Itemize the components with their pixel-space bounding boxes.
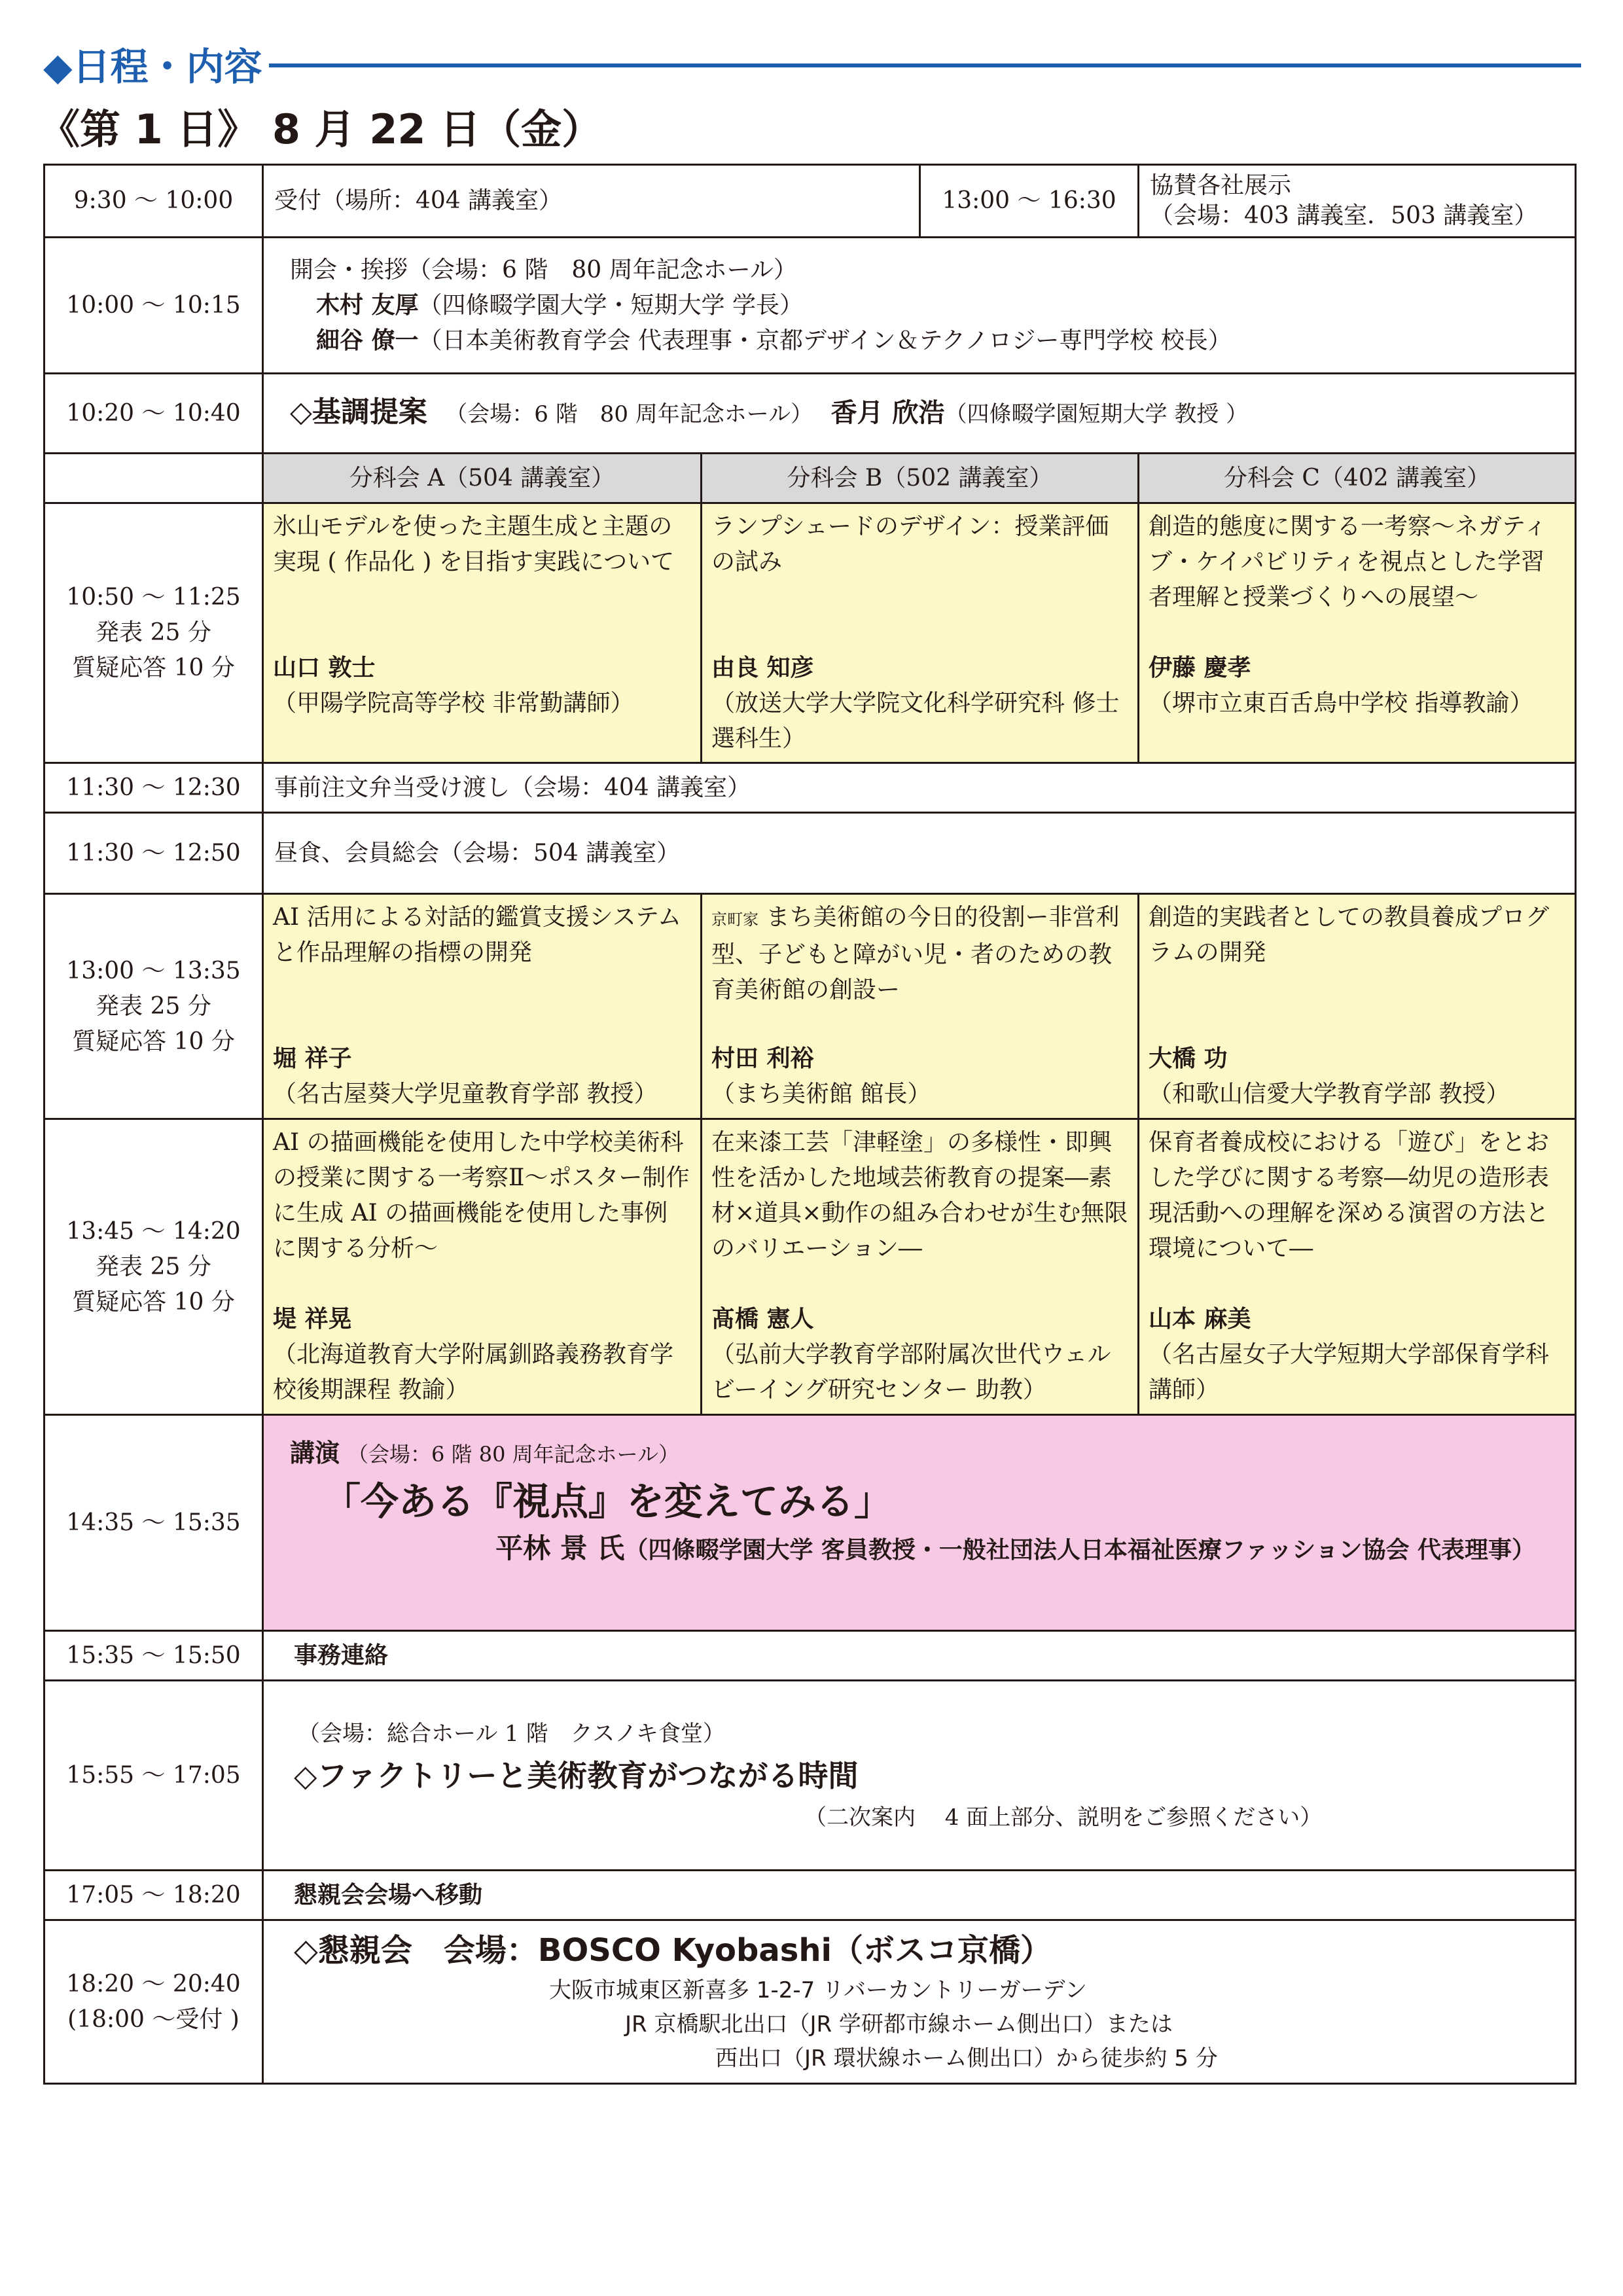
party-cell: [263, 1920, 1576, 2084]
presentation-c: [1139, 1119, 1576, 1415]
lecture-speaker-line: [290, 1531, 1548, 1568]
factory-note: （二次案内 4 面上部分、説明をご参照ください）: [804, 1804, 1323, 1831]
row-reception: [45, 165, 1576, 238]
row-section-headers: [45, 454, 1576, 503]
time-cell: 17:05 ～ 18:20: [45, 1871, 263, 1920]
schedule-table: [43, 164, 1577, 2085]
session-qa: 質疑応答 10 分: [72, 1028, 235, 1055]
row-session-2: [45, 894, 1576, 1119]
lecture-title: 「今ある『視点』を変えてみる」: [323, 1479, 893, 1524]
row-keynote: [45, 374, 1576, 454]
session-time: 10:50 ～ 11:25: [66, 584, 241, 611]
factory-venue: （会場：総合ホール 1 階 クスノキ食堂）: [298, 1720, 725, 1747]
empty-cell: [45, 454, 263, 503]
row-factory: [45, 1681, 1576, 1871]
time-cell: 9:30 ～ 10:00: [45, 165, 263, 238]
admin-cell: 事務連絡: [263, 1631, 1576, 1681]
presentation-b: [702, 503, 1139, 763]
opening-cell: [263, 238, 1576, 374]
session-qa: 質疑応答 10 分: [72, 655, 235, 681]
presenter-affiliation: （北海道教育大学附属釧路義務教育学校後期課程 教諭）: [273, 1341, 674, 1403]
exhibit-title: 協賛各社展示: [1150, 172, 1292, 199]
party-title: ◇懇親会 会場：BOSCO Kyobashi（ボスコ京橋）: [294, 1932, 1052, 1969]
time-cell: 10:20 ～ 10:40: [45, 374, 263, 454]
presentation-title: 保育者養成校における「遊び」をとおした学びに関する考察―幼児の造形表現活動への理解を深める演習の方法と環境について―: [1149, 1129, 1550, 1262]
presenter-name: 山口 敦士: [273, 655, 376, 681]
section-heading-label: ◆日程・内容: [43, 45, 262, 89]
presenter-name: 村田 利裕: [711, 1045, 814, 1072]
presentation-c: [1139, 894, 1576, 1119]
row-move: [45, 1871, 1576, 1920]
keynote-venue: （会場：6 階 80 周年記念ホール）: [445, 401, 813, 427]
row-opening: [45, 238, 1576, 374]
keynote-title: ◇基調提案: [290, 395, 427, 429]
section-a-header: 分科会 A（504 講義室）: [263, 454, 702, 503]
session-presentation: 発表 25 分: [96, 1253, 211, 1280]
bento-cell: 事前注文弁当受け渡し（会場：404 講義室）: [263, 763, 1576, 813]
presenter-name: 山本 麻美: [1149, 1306, 1251, 1333]
keynote-cell: [263, 374, 1576, 454]
party-reception: (18:00 ～受付 ): [67, 2005, 240, 2033]
presentation-a: [263, 1119, 702, 1415]
time-cell: 11:30 ～ 12:30: [45, 763, 263, 813]
party-access-1: JR 京橋駅北出口（JR 学研都市線ホーム側出口）または: [625, 2011, 1173, 2037]
presenter-affiliation: （甲陽学院高等学校 非常勤講師）: [273, 690, 634, 717]
presenter-name: 堤 祥晃: [273, 1306, 352, 1333]
presentation-title: 在来漆工芸「津軽塗」の多様性・即興性を活かした地域芸術教育の提案―素材×道具×動作の組み合わせが生む無限のバリエーション―: [711, 1129, 1128, 1262]
keynote-speaker: 香月 欣浩: [830, 398, 945, 428]
section-c-header: 分科会 C（402 講義室）: [1139, 454, 1576, 503]
presentation-b: [702, 1119, 1139, 1415]
session-time: 13:00 ～ 13:35: [66, 957, 241, 984]
time-cell: [45, 1920, 263, 2084]
presenter-affiliation: （名古屋女子大学短期大学部保育学科講師）: [1149, 1341, 1550, 1403]
lecture-label: 講演: [290, 1439, 340, 1467]
presenter-affiliation: （名古屋葵大学児童教育学部 教授）: [273, 1081, 658, 1107]
lunch-cell: 昼食、会員総会（会場：504 講義室）: [263, 813, 1576, 894]
opening-speaker-1: [290, 288, 1548, 323]
presenter-name: 堀 祥子: [273, 1045, 352, 1072]
time-cell-exhibit: 13:00 ～ 16:30: [920, 165, 1139, 238]
time-cell: [45, 1119, 263, 1415]
presenter-affiliation: （弘前大学教育学部附属次世代ウェルビーイング研究センター 助教）: [711, 1341, 1111, 1403]
speaker-affiliation: （日本美術教育学会 代表理事・京都デザイン＆テクノロジー専門学校 校長）: [418, 327, 1232, 354]
presentation-title: まち美術館の今日的役割ー非営利型、子どもと障がい児・者のための教育美術館の創設ー: [711, 904, 1120, 1003]
party-time: 18:20 ～ 20:40: [66, 1970, 241, 1998]
factory-cell: [263, 1681, 1576, 1871]
row-lunch: [45, 813, 1576, 894]
presentation-title: 創造的実践者としての教員養成プログラムの開発: [1149, 904, 1550, 966]
presentation-title: AI 活用による対話的鑑賞支援システムと作品理解の指標の開発: [273, 904, 682, 966]
speaker-affiliation: （四條畷学園大学・短期大学 学長）: [418, 291, 803, 319]
time-cell: [45, 894, 263, 1119]
row-session-1: [45, 503, 1576, 763]
time-cell: [45, 503, 263, 763]
opening-speaker-2: [290, 323, 1548, 359]
row-lecture: [45, 1415, 1576, 1631]
factory-title: ◇ファクトリーと美術教育がつながる時間: [294, 1757, 859, 1793]
session-presentation: 発表 25 分: [96, 619, 211, 646]
time-cell: 15:35 ～ 15:50: [45, 1631, 263, 1681]
section-b-header: 分科会 B（502 講義室）: [702, 454, 1139, 503]
row-party: [45, 1920, 1576, 2084]
lecture-venue: （会場：6 階 80 周年記念ホール）: [348, 1442, 679, 1467]
presentation-title: 創造的態度に関する一考察〜ネガティブ・ケイパビリティを視点とした学習者理解と授業づくりへの展望〜: [1149, 513, 1548, 611]
presenter-affiliation: （和歌山信愛大学教育学部 教授）: [1149, 1081, 1510, 1107]
presenter-affiliation: （まち美術館 館長）: [711, 1081, 931, 1107]
presentation-title: ランプシェードのデザイン：授業評価の試み: [711, 513, 1109, 575]
row-bento: [45, 763, 1576, 813]
presentation-tag: 京町家: [711, 910, 758, 929]
exhibit-venue: （会場：403 講義室．503 講義室）: [1150, 202, 1538, 229]
row-session-3: [45, 1119, 1576, 1415]
lecture-cell: [263, 1415, 1576, 1631]
presentation-title-wrap: [711, 900, 1128, 1041]
exhibit-cell: [1139, 165, 1576, 238]
presentation-b: [702, 894, 1139, 1119]
time-cell: 11:30 ～ 12:50: [45, 813, 263, 894]
session-presentation: 発表 25 分: [96, 992, 211, 1020]
lecture-affiliation: （四條畷学園大学 客員教授・一般社団法人日本福祉医療ファッション協会 代表理事）: [624, 1537, 1536, 1564]
day-title: 《第 1 日》 8 月 22 日（金）: [39, 105, 603, 153]
opening-title: 開会・挨拶（会場：6 階 80 周年記念ホール）: [290, 256, 797, 283]
speaker-name: 細谷 僚一: [316, 327, 419, 354]
speaker-name: 木村 友厚: [316, 291, 419, 319]
presentation-title: AI の描画機能を使用した中学校美術科の授業に関する一考察Ⅱ〜ポスター制作に生成 AI の描画機能を使用した事例に関する分析〜: [273, 1129, 690, 1262]
lecture-header: [290, 1435, 1548, 1472]
presenter-affiliation: （堺市立東百舌鳥中学校 指導教諭）: [1149, 690, 1533, 717]
presentation-title: 氷山モデルを使った主題生成と主題の実現 ( 作品化 ) を目指す実践について: [273, 513, 675, 575]
presenter-name: 伊藤 慶孝: [1149, 655, 1251, 681]
session-qa: 質疑応答 10 分: [72, 1288, 235, 1316]
keynote-affiliation: （四條畷学園短期大学 教授 ）: [944, 401, 1249, 427]
presentation-c: [1139, 503, 1576, 763]
move-cell: 懇親会会場へ移動: [263, 1871, 1576, 1920]
time-cell: 10:00 ～ 10:15: [45, 238, 263, 374]
party-access-2: 西出口（JR 環状線ホーム側出口）から徒歩約 5 分: [715, 2045, 1218, 2072]
time-cell: 15:55 ～ 17:05: [45, 1681, 263, 1871]
row-admin: [45, 1631, 1576, 1681]
time-cell: 14:35 ～ 15:35: [45, 1415, 263, 1631]
lecture-speaker: 平林 景 氏: [495, 1532, 625, 1564]
presenter-name: 大橋 功: [1149, 1045, 1228, 1072]
reception-cell: 受付（場所：404 講義室）: [263, 165, 920, 238]
section-heading-rule: [269, 63, 1581, 67]
presentation-a: [263, 894, 702, 1119]
presenter-affiliation: （放送大学大学院文化科学研究科 修士選科生）: [711, 690, 1120, 752]
session-time: 13:45 ～ 14:20: [66, 1217, 241, 1245]
section-heading: [43, 41, 1581, 89]
presenter-name: 由良 知彦: [711, 655, 814, 681]
party-address: 大阪市城東区新喜多 1-2-7 リバーカントリーガーデン: [549, 1977, 1087, 2003]
presenter-name: 髙橋 憲人: [711, 1306, 814, 1333]
presentation-a: [263, 503, 702, 763]
